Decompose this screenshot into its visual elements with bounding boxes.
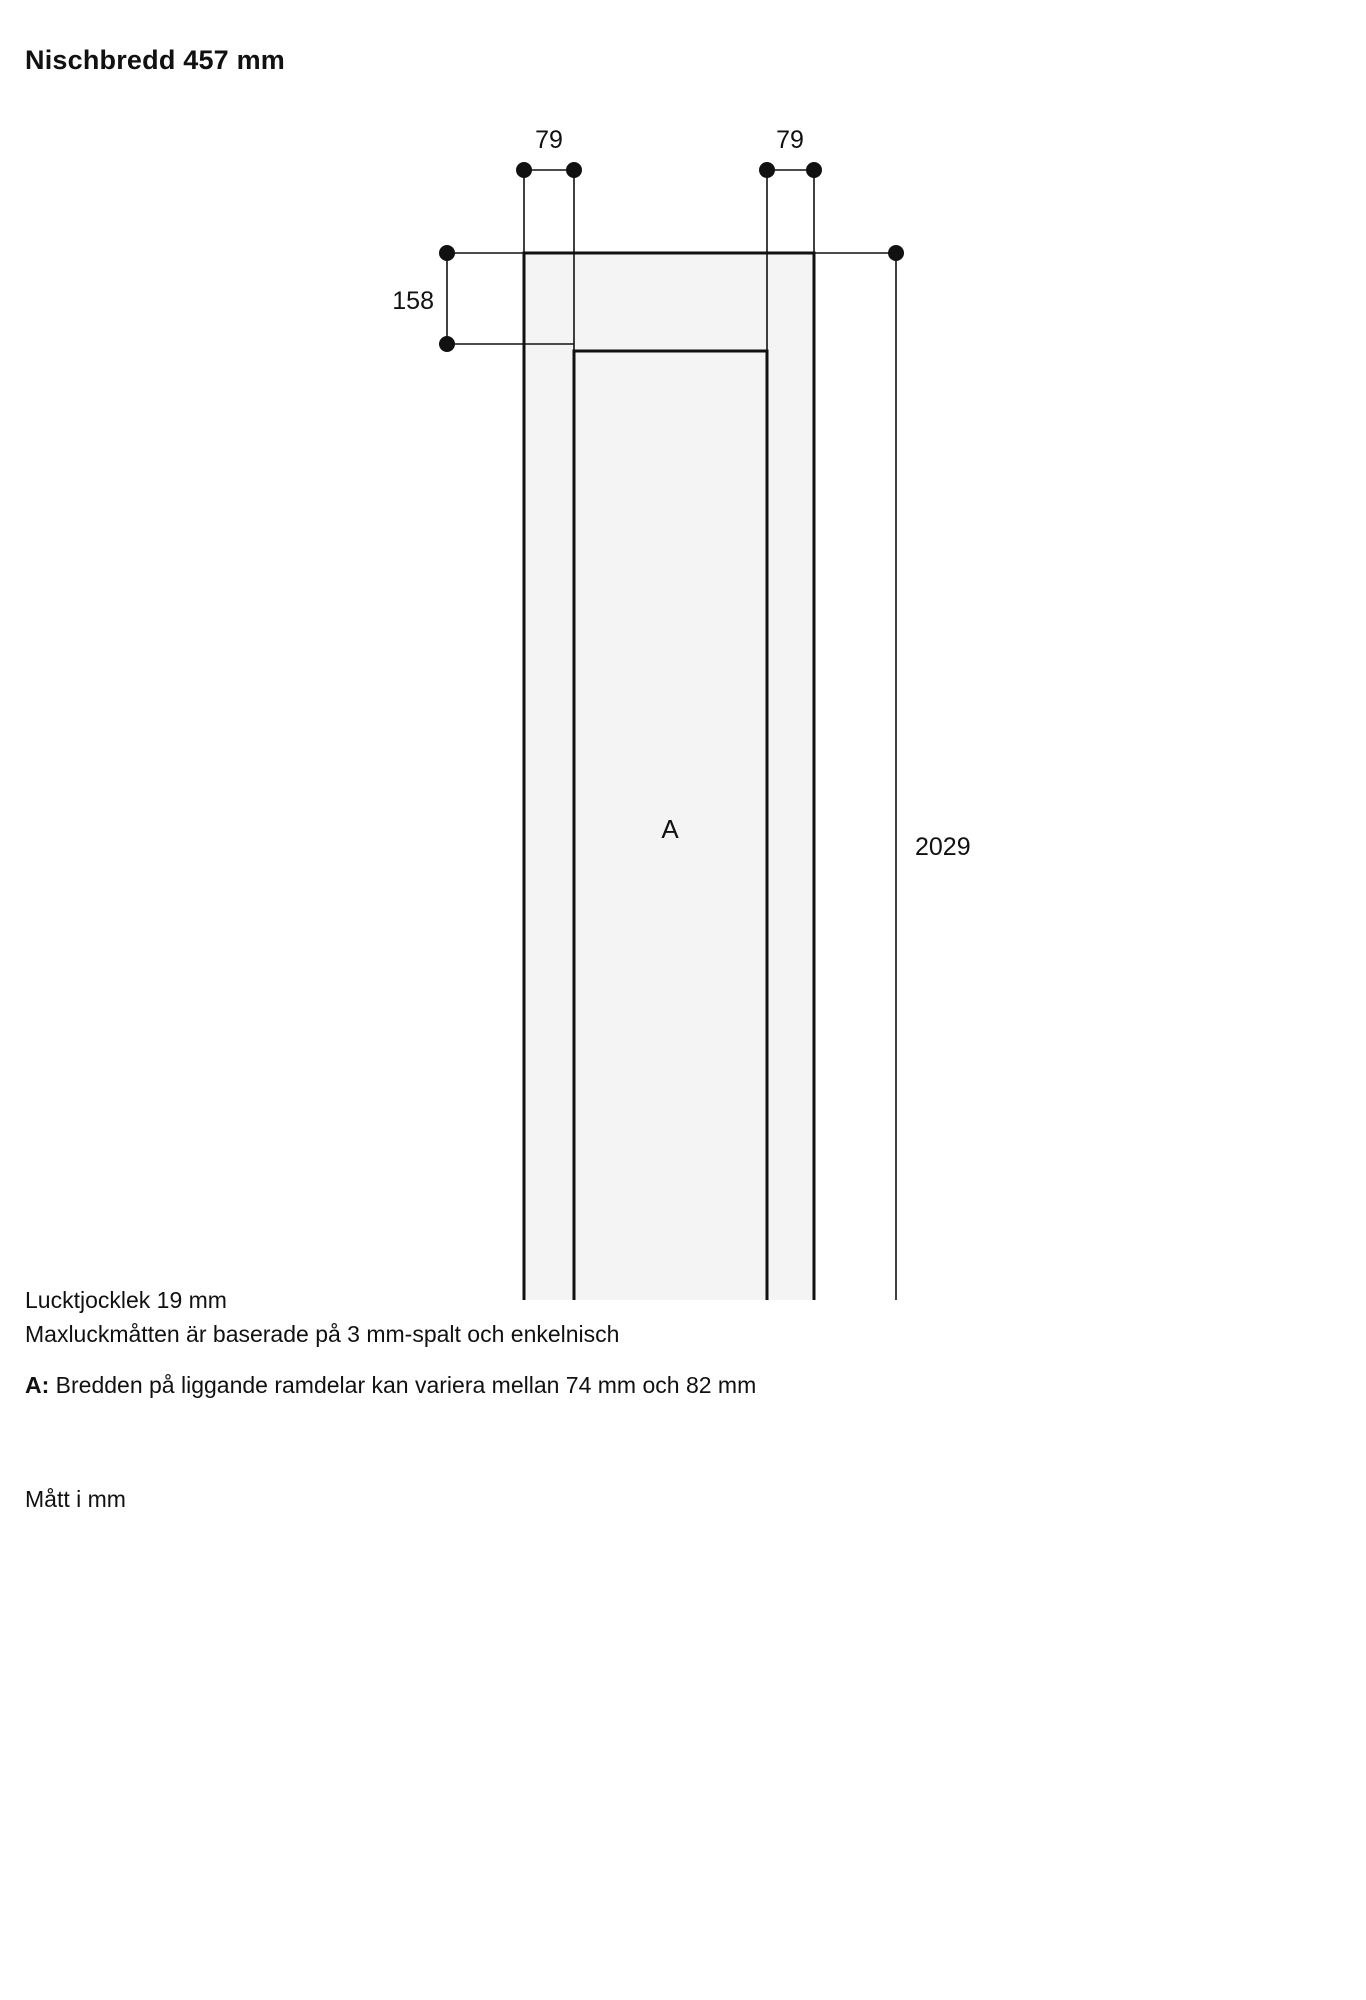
dim-top-left-width: 79 xyxy=(535,126,563,154)
note-a-block xyxy=(25,1368,756,1402)
page-title: Nischbredd 457 mm xyxy=(25,45,285,75)
note-units: Mått i mm xyxy=(25,1486,126,1512)
note-units-block xyxy=(25,1482,126,1516)
note-maxdoor: Maxluckmåtten är baserade på 3 mm-spalt och enkelnisch xyxy=(25,1321,620,1347)
note-thickness-block xyxy=(25,1283,619,1351)
dim-total-height: 2029 xyxy=(915,833,971,861)
note-a-text: Bredden på liggande ramdelar kan variera mellan 74 mm och 82 mm xyxy=(49,1372,757,1398)
dim-top-right-width: 79 xyxy=(776,126,804,154)
label-a: A xyxy=(661,814,679,844)
dim-top-offset: 158 xyxy=(392,287,434,315)
note-a-prefix: A: xyxy=(25,1372,50,1398)
note-thickness: Lucktjocklek 19 mm xyxy=(25,1287,227,1313)
